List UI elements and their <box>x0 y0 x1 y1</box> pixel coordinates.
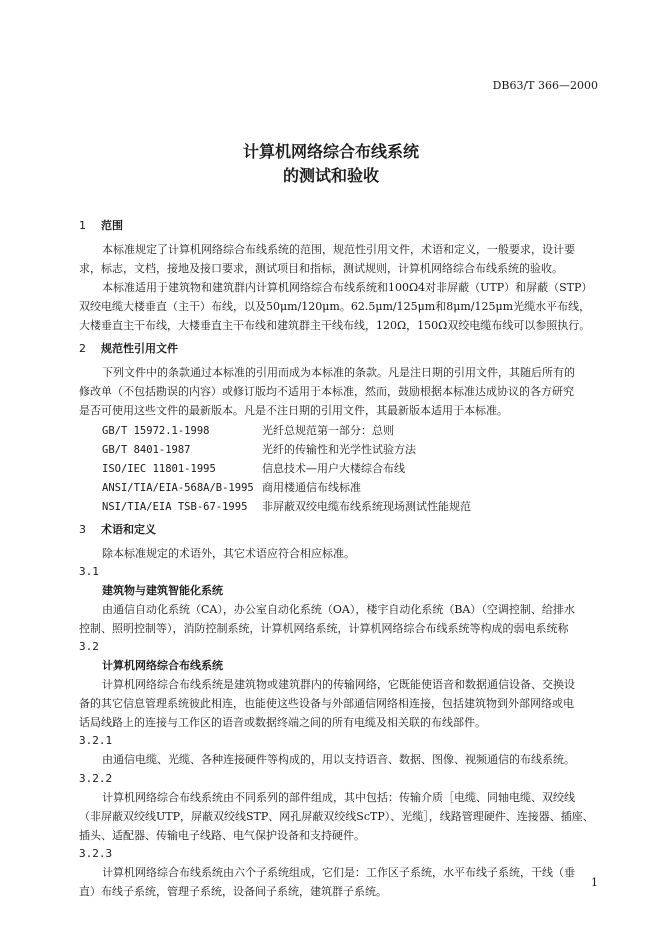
document-code: DB63/T 366—2000 <box>492 79 598 92</box>
section-1-heading <box>79 219 123 233</box>
section-1-para-line: 本标准规定了计算机网络综合布线系统的范围，规范性引用文件，术语和定义，一般要求，设计要 <box>102 243 575 256</box>
term-heading: 建筑物与建筑智能化系统 <box>102 584 223 597</box>
section-1-title: 范围 <box>101 219 123 232</box>
section-1-para-line: 双绞电缆大楼垂直（主干）布线，以及50μm/120μm。62.5μm/125μm和8μm/125μm光缆水平布线， <box>79 300 591 313</box>
reference-code: GB/T 8401-1987 <box>102 444 191 456</box>
reference-title: 非屏蔽双绞电缆布线系统现场测试性能规范 <box>262 500 471 513</box>
clause-line: 插头、适配器、传输电子线路、电气保护设备和支持硬件。 <box>79 829 365 842</box>
reference-title: 信息技术—用户大楼综合布线 <box>262 462 405 475</box>
clause-line: 计算机网络综合布线系统由不同系列的部件组成，其中包括：传输介质［电缆、同轴电缆、双绞线 <box>102 791 575 804</box>
section-1-para-line: 求，标志，文档，接地及接口要求，测试项目和指标，测试规则，计算机网络综合布线系统的验收。 <box>79 262 563 275</box>
clause-line: 由通信自动化系统（CA），办公室自动化系统（OA），楼宇自动化系统（BA）（空调控制、给排水 <box>102 603 575 616</box>
clause-line: 控制、照明控制等），消防控制系统，计算机网络系统，计算机网络综合布线系统等构成的弱电系统称 <box>79 622 569 635</box>
section-3-heading <box>79 523 156 537</box>
document-title-line-2: 的测试和验收 <box>282 166 379 185</box>
section-2-title: 规范性引用文件 <box>101 342 178 355</box>
section-2-para-line: 下列文件中的条款通过本标准的引用而成为本标准的条款。凡是注日期的引用文件，其随后所有的 <box>102 366 575 379</box>
section-1-para-line: 本标准适用于建筑物和建筑群内计算机网络综合布线系统和100Ω4对非屏蔽（UTP）和屏蔽（STP） <box>102 281 593 294</box>
clause-line: （非屏蔽双绞线UTP，屏蔽双绞线STP、网孔屏蔽双绞线ScTP）、光缆］，线路管理硬件、连接器、插座、 <box>79 810 594 823</box>
section-1-number: 1 <box>79 219 86 232</box>
section-3-intro: 除本标准规定的术语外，其它术语应符合相应标准。 <box>102 547 355 560</box>
reference-code: NSI/TIA/EIA TSB-67-1995 <box>102 501 248 513</box>
reference-title: 商用楼通信布线标准 <box>262 481 361 494</box>
clause-line: 直）布线子系统，管理子系统，设备间子系统，建筑群子系统。 <box>79 885 387 898</box>
section-1-para-line: 大楼垂直主干布线，大楼垂直主干布线和建筑群主干线布线，120Ω，150Ω双绞电缆布线可以参照执行。 <box>79 319 591 332</box>
section-3-title: 术语和定义 <box>101 523 156 536</box>
clause-number: 3.2.3 <box>79 847 113 860</box>
clause-number: 3.2.2 <box>79 772 113 785</box>
term-heading: 计算机网络综合布线系统 <box>102 659 223 672</box>
reference-title: 光纤的传输性和光学性试验方法 <box>262 443 416 456</box>
clause-line: 计算机网络综合布线系统是建筑物或建筑群内的传输网络，它既能使语音和数据通信设备、交换设 <box>102 678 575 691</box>
reference-code: GB/T 15972.1-1998 <box>102 425 210 437</box>
clause-line: 备的其它信息管理系统彼此相连，也能使这些设备与外部通信网络相连接，包括建筑物到外部网络或电 <box>79 697 574 710</box>
reference-code: ANSI/TIA/EIA-568A/B-1995 <box>102 482 254 494</box>
reference-code: ISO/IEC 11801-1995 <box>102 463 216 475</box>
clause-line: 话局线路上的连接与工作区的语音或数据终端之间的所有电缆及相关联的布线部件。 <box>79 716 486 729</box>
document-title-line-1: 计算机网络综合布线系统 <box>242 142 419 161</box>
section-2-heading <box>79 342 178 356</box>
section-3-number: 3 <box>79 523 86 536</box>
reference-title: 光纤总规范第一部分：总则 <box>262 424 394 437</box>
clause-number: 3.2.1 <box>79 734 113 747</box>
page-number: 1 <box>591 876 598 889</box>
clause-number: 3.1 <box>79 565 99 578</box>
clause-number: 3.2 <box>79 640 99 653</box>
clause-line: 计算机网络综合布线系统由六个子系统组成，它们是：工作区子系统，水平布线子系统，干线（垂 <box>102 866 575 879</box>
section-2-para-line: 是否可使用这些文件的最新版本。凡是不注日期的引用文件，其最新版本适用于本标准。 <box>79 404 508 417</box>
clause-line: 由通信电缆、光缆、各种连接硬件等构成的，用以支持语音、数据、图像、视频通信的布线系统。 <box>102 753 575 766</box>
section-2-para-line: 修改单（不包括勘误的内容）或修订版均不适用于本标准，然而，鼓励根据本标准达成协议的各方研究 <box>79 385 574 398</box>
section-2-number: 2 <box>79 342 86 355</box>
